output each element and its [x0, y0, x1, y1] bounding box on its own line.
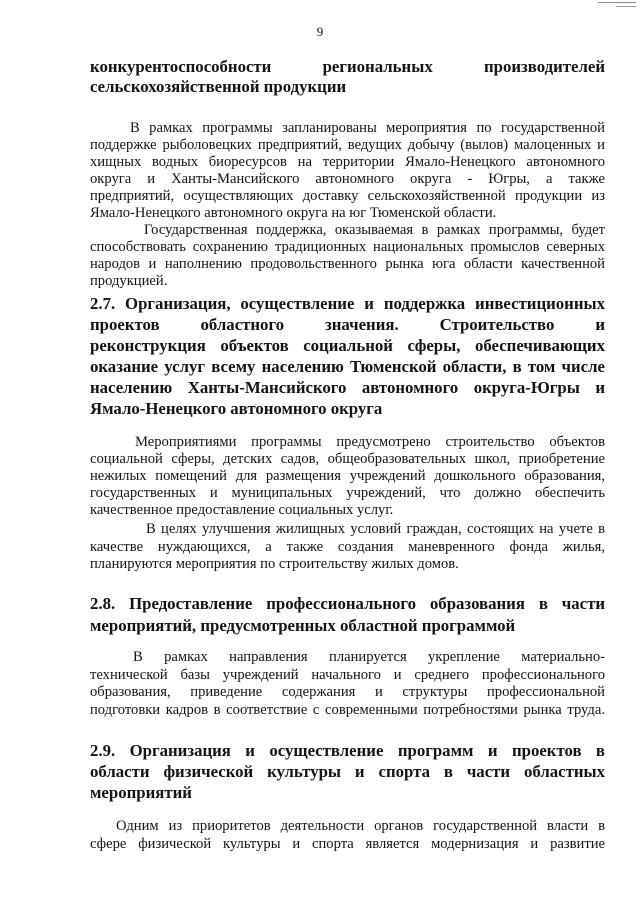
section-heading [90, 593, 605, 637]
paragraph-line: социальной сферы, детских садов, общеобразовательных школ, приобретение [90, 451, 605, 467]
section-body [90, 120, 605, 290]
paragraph-line: государственных и муниципальных учреждений, что должно обеспечить [90, 485, 605, 501]
heading-line: области физической культуры и спорта в части областных [90, 762, 605, 781]
paragraph-line: подготовки кадров в соответствие с современными потребностями рынка труда. [90, 701, 605, 718]
paragraph-line: хищных водных биоресурсов на территории Ямало-Ненецкого автономного [90, 154, 605, 170]
paragraph-line: Мероприятиями программы предусмотрено строительство объектов [135, 434, 605, 450]
heading-line: конкурентоспособности региональных производителей [90, 57, 605, 76]
paragraph-line: В целях улучшения жилищных условий граждан, состоящих на учете в [146, 521, 605, 537]
paragraph-line: предприятий, осуществляющих доставку сельскохозяйственной продукции из [90, 188, 605, 204]
heading-line: мероприятий [90, 783, 192, 802]
paragraph-line: округа и Ханты-Мансийского автономного округа - Югры, а также [90, 171, 605, 187]
paragraph-line: поддержке рыболовецких предприятий, ведущих добычу (вылов) малоценных и [90, 137, 605, 153]
heading-line: 2.8. Предоставление профессионального образования в части [90, 594, 605, 613]
paragraph-line: народов и наполнению продовольственного рынка юга области качественной [90, 256, 605, 272]
paragraph-line: Одним из приоритетов деятельности органов государственной власти в [116, 818, 605, 834]
paragraph-line: качественное предоставление социальных услуг. [90, 502, 394, 518]
paragraph [90, 817, 605, 853]
paragraph-line: технической базы учреждений начального и среднего профессионального [90, 666, 605, 683]
heading-line: мероприятий, предусмотренных областной программой [90, 616, 516, 635]
paragraph [90, 222, 605, 290]
heading-line: сельскохозяйственной продукции [90, 76, 347, 96]
paragraph-line: нежилых помещений для размещения учреждений дошкольного образования, [90, 468, 605, 484]
paragraph-line: образования, приведение содержания и структуры профессиональной [90, 684, 605, 701]
paragraph-line: сфере физической культуры и спорта является модернизация и развитие [90, 836, 605, 852]
paragraph-line: Ямало-Ненецкого автономного округа на юг Тюменской области. [90, 205, 497, 221]
paragraph-line: планируются мероприятия по строительству жилых домов. [90, 556, 459, 573]
section-heading [90, 293, 605, 419]
heading-line: населению Ханты-Мансийского автономного округа-Югры и [90, 378, 605, 397]
heading-line: оказание услуг всему населению Тюменской области, в том числе [90, 357, 605, 376]
paragraph-line: Государственная поддержка, оказываемая в рамках программы, будет [144, 222, 605, 238]
page-number: 9 [316, 24, 324, 39]
paragraph-line: качестве нуждающихся, а также создания маневренного фонда жилья, [90, 538, 605, 555]
paragraph-line: В рамках направления планируется укрепление материально- [133, 649, 605, 665]
heading-line: проектов областного значения. Строительство и [90, 315, 605, 334]
section-heading [90, 57, 605, 96]
scan-edge-mark [598, 2, 636, 3]
heading-line: 2.7. Организация, осуществление и поддержка инвестиционных [90, 294, 605, 313]
heading-line: Ямало-Ненецкого автономного округа [90, 399, 383, 418]
paragraph [90, 649, 605, 719]
paragraph-line: В рамках программы запланированы мероприятия по государственной [130, 120, 605, 136]
paragraph [90, 521, 605, 574]
paragraph [90, 434, 605, 519]
scan-edge-mark [616, 6, 636, 7]
paragraph-line: продукцией. [90, 273, 168, 289]
heading-line: 2.9. Организация и осуществление программ и проектов в [90, 741, 605, 760]
paragraph [90, 120, 605, 222]
section-heading [90, 740, 605, 803]
paragraph-line: способствовать сохранению традиционных национальных промыслов северных [90, 239, 605, 255]
heading-line: реконструкция объектов социальной сферы, обеспечивающих [90, 336, 605, 355]
